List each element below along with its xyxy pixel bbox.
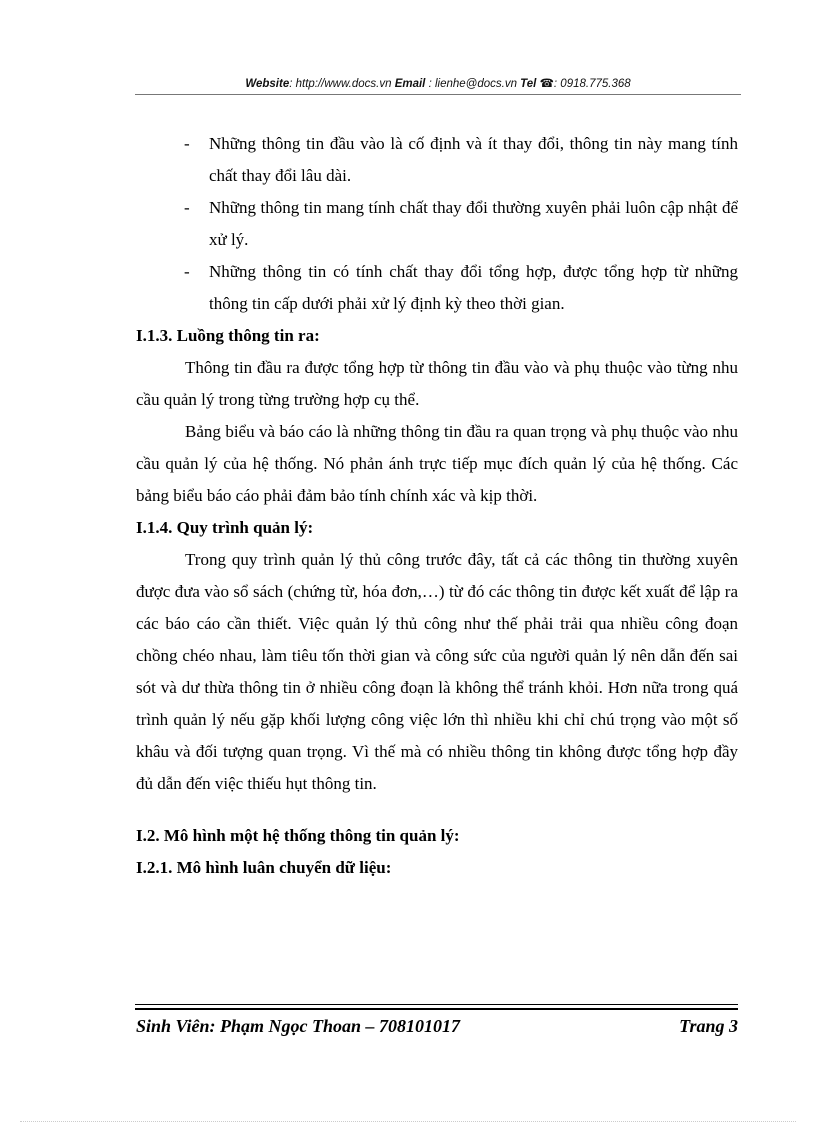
bullet-text: Những thông tin mang tính chất thay đổi thường xuyên phải luôn cập nhật để xử lý.	[209, 198, 738, 249]
tel-value: : 0918.775.368	[553, 78, 631, 90]
footer-divider	[135, 1004, 738, 1005]
paragraph: Bảng biểu và báo cáo là những thông tin đầu ra quan trọng và phụ thuộc vào nhu cầu quản lý của hệ thống. Nó phản ánh trực tiếp mục đích quản lý của hệ thống. Các bảng biểu báo cáo phải đảm bảo tính chính xác và kịp thời.	[136, 422, 738, 505]
paragraph: Thông tin đầu ra được tổng hợp từ thông tin đầu vào và phụ thuộc vào từng nhu cầu quản lý trong từng trường hợp cụ thể.	[136, 358, 738, 409]
document-body	[136, 128, 738, 884]
spacer	[136, 800, 738, 820]
bullet-text: Những thông tin đầu vào là cố định và ít thay đổi, thông tin này mang tính chất thay đổi lâu dài.	[209, 134, 738, 185]
page-edge	[20, 1121, 796, 1122]
bullet-item	[136, 128, 738, 192]
section-heading-1-1-3: I.1.3. Luồng thông tin ra:	[136, 326, 320, 345]
page-header	[135, 76, 741, 90]
email-value: : lienhe@docs.vn	[428, 78, 517, 90]
footer-page-number: Trang 3	[679, 1016, 738, 1036]
website-label: Website	[245, 78, 290, 90]
bullet-text: Những thông tin có tính chất thay đổi tổng hợp, được tổng hợp từ những thông tin cấp dưới phải xử lý định kỳ theo thời gian.	[209, 262, 738, 313]
phone-icon: ☎	[539, 78, 554, 90]
bullet-dash: -	[184, 262, 190, 281]
footer-student-info: Sinh Viên: Phạm Ngọc Thoan – 708101017	[136, 1016, 461, 1036]
paragraph: Trong quy trình quản lý thủ công trước đây, tất cả các thông tin thường xuyên được đưa vào sổ sách (chứng từ, hóa đơn,…) từ đó các thông tin được kết xuất để lập ra các báo cáo cần thiết. Việc quản lý thủ công như thế phải trải qua nhiều công đoạn chồng chéo nhau, làm tiêu tốn thời gian và công sức của người quản lý nên dẫn đến sai sót và dư thừa thông tin ở nhiều công đoạn là không thể tránh khỏi. Hơn nữa trong quá trình quản lý nếu gặp khối lượng công việc lớn thì nhiều khi chỉ chú trọng vào một số khâu và đối tượng quan trọng. Vì thế mà có nhiều thông tin không được tổng hợp đầy đủ dẫn đến việc thiếu hụt thông tin.	[136, 550, 738, 793]
email-label: Email	[394, 78, 426, 90]
website-value: : http://www.docs.vn	[289, 78, 392, 90]
bullet-dash: -	[184, 198, 190, 217]
bullet-dash: -	[184, 134, 190, 153]
section-heading-1-2-1: I.2.1. Mô hình luân chuyển dữ liệu:	[136, 858, 392, 877]
bullet-item	[136, 256, 738, 320]
bullet-item	[136, 192, 738, 256]
tel-label: Tel	[520, 78, 537, 90]
section-heading-1-1-4: I.1.4. Quy trình quản lý:	[136, 518, 314, 537]
section-heading-1-2: I.2. Mô hình một hệ thống thông tin quản lý:	[136, 826, 460, 845]
header-divider	[135, 94, 741, 95]
footer-divider-thick	[135, 1008, 738, 1010]
